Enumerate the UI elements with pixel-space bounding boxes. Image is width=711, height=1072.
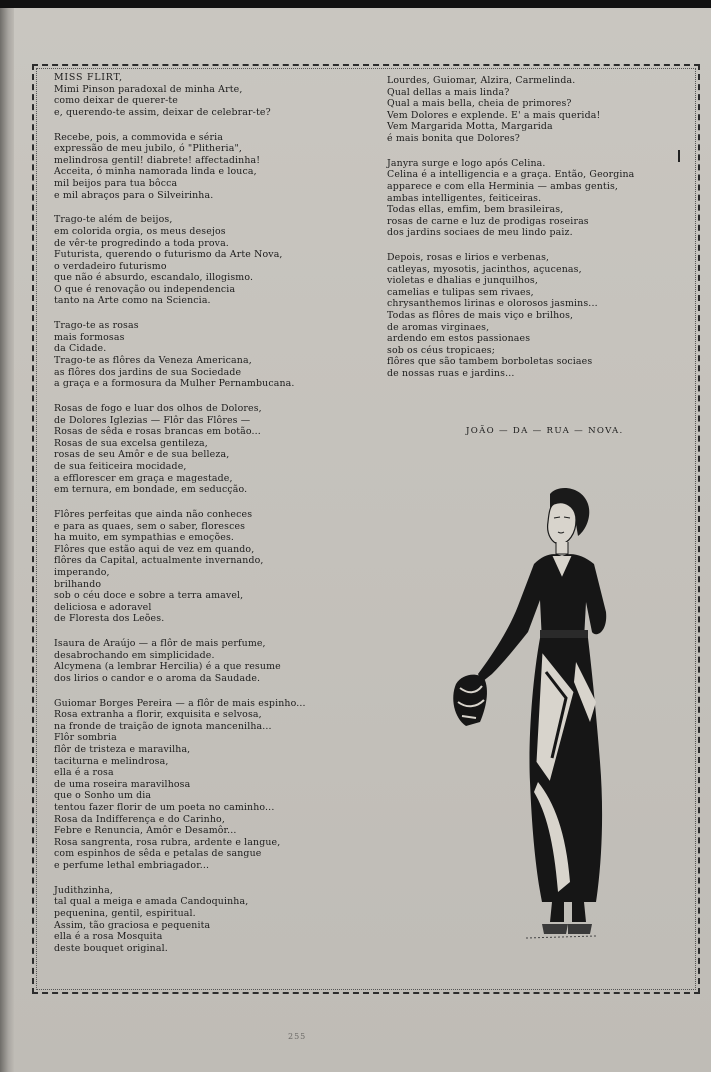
poem-line: em colorida orgia, os meus desejos: [54, 225, 226, 237]
poem-line: Vem Dolores e explende. E' a mais querida!: [387, 109, 601, 121]
left-stanza: [54, 698, 364, 872]
poem-line: violetas e dhalias e junquilhos,: [387, 275, 538, 287]
poem-line: O que é renovação ou independencia: [54, 283, 236, 295]
poem-line: flôres da Capital, actualmente invernando,: [54, 555, 264, 567]
poem-line: as flôres dos jardins de sua Sociedade: [54, 366, 242, 378]
poem-line: Rosa sangrenta, rosa rubra, ardente e langue,: [54, 836, 281, 848]
poem-line: Rosas de fogo e luar dos olhos de Dolores,: [54, 403, 262, 414]
poem-line: Judithzinha,: [54, 884, 113, 896]
poem-line: na fronde de traição de ignota mancenilha...: [54, 720, 272, 732]
poem-line: a efflorescer em graça e magestade,: [54, 472, 233, 484]
poem-line: catleyas, myosotis, jacinthos, açucenas,: [387, 263, 582, 275]
poem-line: ella é a rosa Mosquita: [54, 931, 163, 943]
poem-line: brilhando: [54, 578, 102, 590]
poem-line: Qual dellas a mais linda?: [387, 86, 510, 98]
left-stanza: [54, 132, 364, 202]
poem-line: Assim, tão graciosa e pequenita: [54, 919, 211, 931]
poem-line: com espinhos de sêda e petalas de sangue: [54, 848, 262, 860]
poem-line: Rosas de sêda e rosas brancas em botão...: [54, 426, 261, 438]
poem-line: Trago-te além de beijos,: [54, 214, 173, 226]
poem-line: deliciosa e adoravel: [54, 601, 152, 613]
poem-line: ardendo em estos passionaes: [387, 333, 531, 345]
author-signature: JOÃO — DA — RUA — NOVA.: [466, 426, 624, 436]
poem-line: Janyra surge e logo após Celina.: [387, 157, 546, 169]
left-stanza: [54, 214, 364, 307]
poem-line: pequenina, gentil, espiritual.: [54, 907, 196, 919]
poem-line: que o Sonho um dia: [54, 790, 152, 802]
poem-line: apparece e com ella Herminia — ambas gentis,: [387, 180, 619, 192]
poem-line: Todas ellas, emfim, bem brasileiras,: [387, 204, 564, 216]
poem-line: ella é a rosa: [54, 767, 114, 779]
poem-line: mais formosas: [54, 331, 125, 343]
poem-line: chrysanthemos lirinas e olorosos jasmins...: [387, 298, 598, 310]
poem-line: flôres que são tambem borboletas sociaes: [387, 356, 593, 368]
poem-line: tentou fazer florir de um poeta no caminho...: [54, 801, 275, 813]
poem-line: camelias e tulipas sem rivaes,: [387, 286, 534, 298]
left-stanza: [54, 403, 364, 496]
poem-line: deste bouquet original.: [54, 942, 168, 954]
right-stanza: [387, 75, 687, 145]
right-stanza: [387, 252, 687, 380]
poem-line: e perfume lethal embriagador...: [54, 859, 210, 871]
poem-line: dos jardins sociaes de meu lindo paiz.: [387, 227, 573, 239]
poem-line: Flôres perfeitas que ainda não conheces: [54, 508, 253, 520]
poem-line: Todas as flôres de mais viço e brilhos,: [387, 310, 574, 322]
poem-line: Trago-te as rosas: [54, 320, 139, 332]
poem-line: mil beijos para tua bôcca: [54, 177, 178, 189]
poem-line: de sua feiticeira mocidade,: [54, 460, 187, 472]
poem-line: de uma roseira maravilhosa: [54, 778, 191, 790]
poem-line: Trago-te as flôres da Veneza Americana,: [54, 355, 252, 367]
poem-line: sob os céus tropicaes;: [387, 344, 496, 356]
poem-line: Mimi Pinson paradoxal de minha Arte,: [54, 83, 243, 95]
poem-line: Futurista, querendo o futurismo da Arte Nova,: [54, 249, 283, 261]
poem-line: Flôr sombria: [54, 732, 117, 744]
poem-line: ambas intelligentes, feiticeiras.: [387, 192, 542, 204]
poem-line: de aromas virginaes,: [387, 321, 490, 333]
poem-line: tanto na Arte como na Sciencia.: [54, 295, 211, 307]
poem-line: rosas de carne e luz de prodigas roseiras: [387, 215, 589, 227]
poem-line: Guiomar Borges Pereira — a flôr de mais espinho...: [54, 697, 306, 709]
poem-line: e para as quaes, sem o saber, floresces: [54, 520, 246, 532]
poem-left-column: [54, 72, 364, 967]
poem-line: Vem Margarida Motta, Margarida: [387, 121, 553, 133]
poem-line: flôr de tristeza e maravilha,: [54, 744, 191, 755]
poem-line: tal qual a meiga e amada Candoquinha,: [54, 896, 249, 908]
poem-line: é mais bonita que Dolores?: [387, 132, 520, 144]
poem-line: da Cidade.: [54, 343, 107, 355]
poem-line: Rosa extranha a florir, exquisita e selvosa,: [54, 709, 262, 721]
poem-line: de nossas ruas e jardins...: [387, 368, 515, 380]
poem-line: Alcymena (a lembrar Hercilia) é a que resume: [54, 661, 281, 673]
left-stanza: [54, 638, 364, 684]
binding-spine: [0, 8, 14, 1072]
left-stanza: [54, 72, 364, 118]
poem-line: MISS FLIRT,: [54, 72, 123, 83]
poem-line: o verdadeiro futurismo: [54, 260, 167, 272]
poem-line: Rosa da Indifferença e do Carinho,: [54, 813, 225, 825]
poem-line: e mil abraços para o Silveirinha.: [54, 189, 214, 201]
poem-line: dos lirios o candor e o aroma da Saudade.: [54, 672, 261, 684]
poem-line: Depois, rosas e lirios e verbenas,: [387, 252, 550, 264]
left-stanza: [54, 509, 364, 625]
poem-line: Rosas de sua excelsa gentileza,: [54, 437, 208, 449]
poem-line: Qual a mais bella, cheia de primores?: [387, 98, 572, 110]
poem-line: de vêr-te progredindo a toda prova.: [54, 237, 229, 249]
poem-line: desabrochando em simplicidade.: [54, 649, 215, 661]
poem-line: sob o céu doce e sobre a terra amavel,: [54, 590, 244, 602]
poem-line: Flôres que estão aqui de vez em quando,: [54, 543, 255, 555]
poem-line: de Dolores Iglezias — Flôr das Flôres —: [54, 414, 251, 426]
poem-line: Recebe, pois, a commovida e séria: [54, 131, 223, 143]
poem-line: Febre e Renuncia, Amôr e Desamôr...: [54, 825, 237, 837]
poem-line: ha muito, em sympathias e emoções.: [54, 532, 235, 544]
top-dark-edge: [0, 0, 711, 8]
poem-line: Lourdes, Guiomar, Alzira, Carmelinda.: [387, 75, 576, 86]
poem-line: a graça e a formosura da Mulher Pernambucana.: [54, 378, 295, 390]
poem-line: taciturna e melindrosa,: [54, 755, 169, 767]
poem-right-column: [387, 75, 687, 393]
woman-in-dress-illustration: [446, 482, 622, 952]
page-number: 255: [288, 1032, 307, 1041]
poem-line: Acceita, ó minha namorada linda e louca,: [54, 166, 257, 178]
left-stanza: [54, 885, 364, 955]
poem-line: imperando,: [54, 566, 110, 578]
poem-line: de Floresta dos Leões.: [54, 613, 165, 625]
poem-line: e, querendo-te assim, deixar de celebrar-te?: [54, 106, 271, 118]
poem-line: que não é absurdo, escandalo, illogismo.: [54, 272, 254, 284]
poem-line: expressão de meu jubilo, ó "Plitheria",: [54, 143, 243, 155]
poem-line: melindrosa gentil! diabrete! affectadinha!: [54, 154, 261, 166]
left-stanza: [54, 320, 364, 390]
right-stanza: [387, 158, 687, 239]
poem-line: Isaura de Araújo — a flôr de mais perfume,: [54, 638, 266, 650]
poem-line: rosas de seu Amôr e de sua belleza,: [54, 449, 230, 461]
poem-line: como deixar de querer-te: [54, 95, 179, 107]
poem-line: em ternura, em bondade, em seducção.: [54, 484, 248, 496]
poem-line: Celina é a intelligencia e a graça. Então, Georgina: [387, 169, 635, 181]
